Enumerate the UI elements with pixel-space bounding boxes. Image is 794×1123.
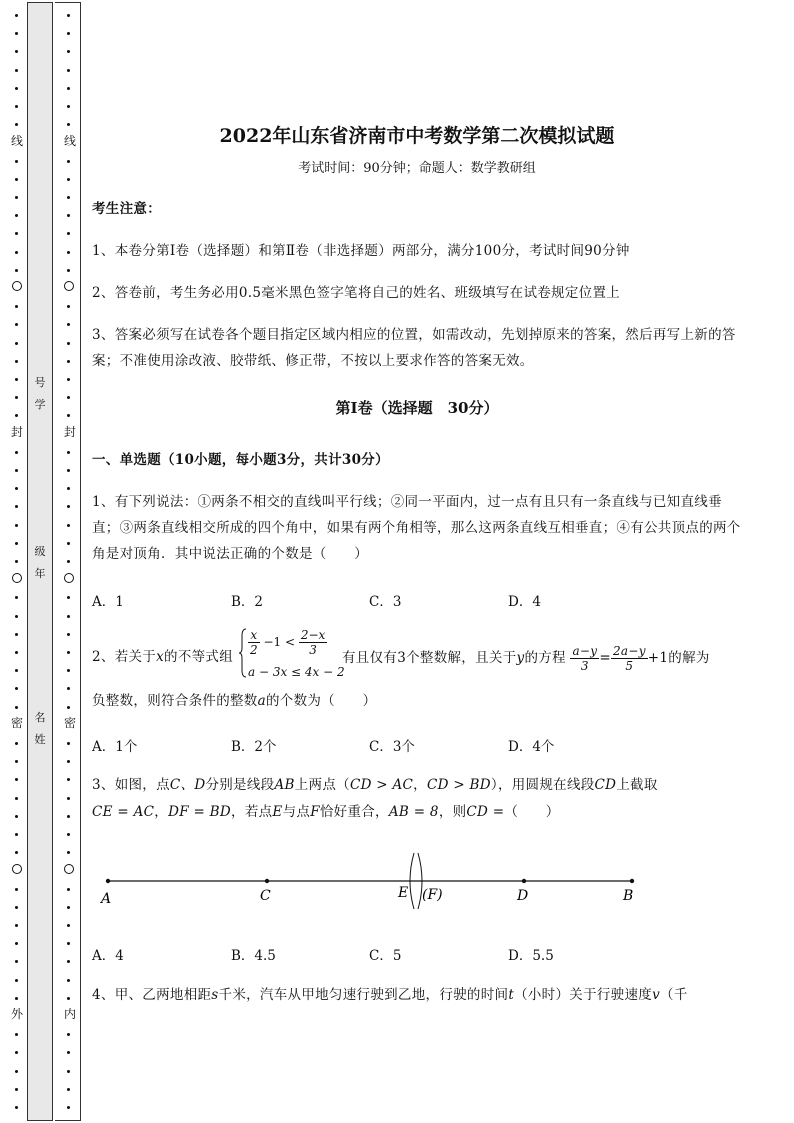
q2-lead2: 的不等式组 <box>164 649 234 665</box>
q4-d: （千 <box>660 987 688 1003</box>
ineq1-lhs-num: x <box>248 628 260 643</box>
inequality-2: a − 3x ≤ 4x − 2 <box>248 665 345 679</box>
q3-ab: AB <box>274 777 295 793</box>
margin-dot <box>67 505 70 508</box>
label-b: B <box>623 888 634 904</box>
margin-dot <box>67 378 70 381</box>
margin-dot <box>67 942 70 945</box>
margin-dot <box>67 451 70 454</box>
q3-ab-8: AB = 8 <box>388 804 439 820</box>
margin-dot <box>67 32 70 35</box>
eq-equals: = <box>599 650 611 666</box>
q3-cond2: CD > BD <box>426 777 491 793</box>
margin-dot <box>15 560 18 563</box>
margin-dot <box>67 178 70 181</box>
q2-line2a: 负整数，则符合条件的整数 <box>92 693 258 709</box>
margin-dot <box>15 1033 18 1036</box>
margin-dot <box>15 687 18 690</box>
eq-rhs-fraction <box>611 644 648 673</box>
eq-lhs-den: 3 <box>580 659 589 673</box>
segment-figure <box>92 845 652 910</box>
margin-circle-icon <box>12 864 22 874</box>
q3-l2i: （ ） <box>504 804 560 820</box>
q4-v: v <box>652 987 661 1003</box>
margin-dot <box>15 487 18 490</box>
label-c: C <box>260 888 271 904</box>
margin-dot <box>15 997 18 1000</box>
question-2-line-1-tail <box>342 644 744 673</box>
margin-dot <box>15 69 18 72</box>
margin-dot <box>67 906 70 909</box>
page-title: 2022年山东省济南市中考数学第二次模拟试题 <box>219 125 615 147</box>
margin-dot <box>67 888 70 891</box>
q3-option-c: C．5 <box>369 948 402 964</box>
outer-char-xian: 线 <box>10 134 23 148</box>
margin-dot <box>67 232 70 235</box>
margin-dot <box>67 833 70 836</box>
margin-dot <box>67 414 70 417</box>
margin-dot <box>15 851 18 854</box>
question-4-text <box>92 982 744 1008</box>
margin-circle-icon <box>64 864 74 874</box>
q4-t: t <box>508 987 515 1003</box>
margin-dot <box>67 778 70 781</box>
margin-circle-icon <box>64 573 74 583</box>
q4-a: 4、甲、乙两地相距 <box>92 987 212 1003</box>
margin-dot <box>67 760 70 763</box>
margin-dot <box>67 269 70 272</box>
eq-rhs-den: 5 <box>625 659 634 673</box>
q3-l1b: 分别是线段 <box>205 777 275 793</box>
margin-dot <box>15 160 18 163</box>
label-xue: 学 <box>34 398 46 411</box>
label-ming: 名 <box>34 711 46 724</box>
margin-dot <box>67 997 70 1000</box>
question-2-line-2 <box>92 688 744 714</box>
margin-dot <box>67 123 70 126</box>
point-d <box>522 879 526 883</box>
margin-dot <box>15 105 18 108</box>
margin-dot <box>67 596 70 599</box>
q1-option-d: D．4 <box>508 594 541 610</box>
margin-dot <box>67 797 70 800</box>
inner-char-xian: 线 <box>63 134 76 148</box>
margin-dot <box>15 196 18 199</box>
inequality-1 <box>248 628 327 657</box>
q2-var-y: y <box>516 650 525 666</box>
q3-e: E <box>272 804 283 820</box>
label-d: D <box>517 888 529 904</box>
label-e: E <box>398 885 409 901</box>
label-ji: 级 <box>34 545 46 558</box>
ineq1-rhs-den: 3 <box>309 643 317 657</box>
q4-b: 千米，汽车从甲地匀速行驶到乙地，行驶的时间 <box>218 987 509 1003</box>
margin-dot <box>67 105 70 108</box>
margin-circle-icon <box>12 281 22 291</box>
margin-dot <box>67 687 70 690</box>
margin-dot <box>15 360 18 363</box>
margin-dot <box>67 706 70 709</box>
margin-dot <box>15 505 18 508</box>
margin-dot <box>67 323 70 326</box>
q3-l2g: ，则 <box>438 804 467 820</box>
margin-dot <box>67 69 70 72</box>
inner-char-feng: 封 <box>63 425 76 439</box>
q3-cd2: CD <box>594 777 617 793</box>
point-b <box>630 879 634 883</box>
left-brace-icon <box>239 628 247 678</box>
section-title: 第I卷（选择题 30分） <box>335 399 499 417</box>
notice-item-2: 2、答卷前，考生务必用0.5毫米黑色签字笔将自己的姓名、班级填写在试卷规定位置上 <box>92 285 621 301</box>
q2-tail: 的解为 <box>668 650 710 666</box>
exam-subtitle: 考试时间：90分钟；命题人：数学教研组 <box>298 161 536 176</box>
q2-option-b: B．2个 <box>231 739 277 755</box>
part-heading: 一、单选题（10小题，每小题3分，共计30分） <box>92 452 389 468</box>
margin-dot <box>67 524 70 527</box>
margin-dot <box>15 251 18 254</box>
label-xing: 姓 <box>34 733 46 746</box>
margin-dot <box>15 232 18 235</box>
q1-option-a: A．1 <box>92 594 124 610</box>
margin-dot <box>15 323 18 326</box>
margin-dot <box>67 469 70 472</box>
ineq1-lhs-fraction <box>248 628 260 657</box>
margin-dot <box>15 888 18 891</box>
margin-dot <box>15 378 18 381</box>
question-1-text: 1、有下列说法：①两条不相交的直线叫平行线；②同一平面内，过一点有且只有一条直线与已知直线垂直；③两条直线相交所成的四个角中，如果有两个角相等，那么这两条直线互相垂直；④有公共顶点的两个角是对顶角．其中说法正确的个数是（ ） <box>92 494 741 562</box>
margin-dot <box>15 214 18 217</box>
q3-df-bd: DF = BD <box>168 804 232 820</box>
q3-option-b: B．4.5 <box>231 948 276 964</box>
eq-lhs-fraction <box>570 644 599 673</box>
ineq1-rhs-fraction <box>299 628 327 657</box>
margin-dot <box>15 87 18 90</box>
margin-dot <box>15 815 18 818</box>
inner-dotted-line <box>55 0 79 1123</box>
margin-dot <box>15 906 18 909</box>
ineq1-mid: −1 < <box>263 635 296 649</box>
margin-dot <box>67 342 70 345</box>
q3-l2d: 与点 <box>282 804 311 820</box>
q1-option-b: B．2 <box>231 594 264 610</box>
q3-sep: ， <box>154 804 169 820</box>
outer-char-feng: 封 <box>10 425 23 439</box>
outer-char-wai: 外 <box>10 1007 23 1021</box>
q2-line2b: 的个数为（ ） <box>265 693 377 709</box>
margin-dot <box>67 1106 70 1109</box>
margin-dot <box>15 14 18 17</box>
margin-dot <box>15 305 18 308</box>
margin-dot <box>67 1051 70 1054</box>
margin-dot <box>67 542 70 545</box>
margin-dot <box>67 615 70 618</box>
margin-dot <box>67 160 70 163</box>
margin-dot <box>15 396 18 399</box>
margin-dot <box>67 960 70 963</box>
binding-margin <box>0 0 90 1123</box>
margin-dot <box>67 851 70 854</box>
notice-item-1: 1、本卷分第I卷（选择题）和第Ⅱ卷（非选择题）两部分，满分100分，考试时间90分钟 <box>92 243 630 259</box>
margin-dot <box>15 742 18 745</box>
margin-dot <box>15 1070 18 1073</box>
margin-dot <box>67 396 70 399</box>
label-f: (F) <box>422 887 443 903</box>
margin-dot <box>15 596 18 599</box>
q2-option-a: A．1个 <box>92 739 138 755</box>
q3-option-d: D．5.5 <box>508 948 554 964</box>
q2-option-c: C．3个 <box>369 739 415 755</box>
q2-option-d: D．4个 <box>508 739 555 755</box>
margin-dot <box>67 633 70 636</box>
margin-dot <box>15 633 18 636</box>
margin-dot <box>67 251 70 254</box>
margin-dot <box>67 560 70 563</box>
q1-option-c: C．3 <box>369 594 402 610</box>
ineq1-rhs-num: 2−x <box>300 628 326 642</box>
margin-dot <box>67 305 70 308</box>
margin-dot <box>15 123 18 126</box>
q3-comma: ， <box>413 777 427 793</box>
margin-dot <box>15 615 18 618</box>
margin-dot <box>15 960 18 963</box>
q3-l1c: 上两点（ <box>294 777 350 793</box>
q3-l1a: 3、如图，点 <box>92 777 170 793</box>
margin-dot <box>67 1088 70 1091</box>
margin-dot <box>15 924 18 927</box>
q3-l1e: 上截取 <box>616 777 658 793</box>
margin-dot <box>15 178 18 181</box>
q2-mid2: 的方程 <box>524 650 566 666</box>
margin-circle-icon <box>12 573 22 583</box>
q3-l1d: ），用圆规在线段 <box>490 777 595 793</box>
margin-dot <box>15 979 18 982</box>
margin-dot <box>67 1033 70 1036</box>
q2-mid: 有且仅有3个整数解，且关于 <box>342 650 517 666</box>
margin-dot <box>15 542 18 545</box>
question-3-line-2 <box>92 799 744 825</box>
q3-f: F <box>310 804 320 820</box>
margin-dot <box>15 669 18 672</box>
margin-dot <box>15 524 18 527</box>
margin-circle-icon <box>64 281 74 291</box>
question-3-line-1 <box>92 772 744 798</box>
inner-char-mi: 密 <box>63 716 76 730</box>
q3-cd: C、D <box>169 777 206 793</box>
margin-dot <box>67 924 70 927</box>
notice-item-3: 3、答案必须写在试卷各个题目指定区域内相应的位置，如需改动，先划掉原来的答案，然后再写上新的答案；不准使用涂改液、胶带纸、修正带，不按以上要求作答的答案无效。 <box>92 327 736 369</box>
q3-ce-ac: CE = AC <box>92 804 155 820</box>
q4-c: （小时）关于行驶速度 <box>514 987 653 1003</box>
q3-l2c: ，若点 <box>231 804 273 820</box>
margin-dot <box>67 87 70 90</box>
margin-dot <box>15 1106 18 1109</box>
margin-dot <box>67 815 70 818</box>
notice-heading: 考生注意： <box>92 201 161 217</box>
margin-dot <box>15 942 18 945</box>
margin-dot <box>67 196 70 199</box>
margin-dot <box>67 669 70 672</box>
outer-char-mi: 密 <box>10 716 23 730</box>
q3-cond1: CD > AC <box>349 777 414 793</box>
student-info-band <box>27 2 53 1121</box>
q2-var-a: a <box>257 693 266 709</box>
margin-dot <box>15 778 18 781</box>
label-nian: 年 <box>34 567 46 580</box>
margin-dot <box>67 1070 70 1073</box>
margin-dot <box>15 50 18 53</box>
point-a <box>106 879 110 883</box>
margin-dot <box>15 342 18 345</box>
q2-lead: 2、若关于 <box>92 649 157 665</box>
eq-tail: +1 <box>647 650 669 666</box>
margin-dot <box>15 269 18 272</box>
label-hao: 号 <box>34 376 46 389</box>
margin-dot <box>15 469 18 472</box>
margin-dot <box>15 414 18 417</box>
margin-dot <box>15 651 18 654</box>
margin-dot <box>67 360 70 363</box>
margin-dot <box>67 742 70 745</box>
margin-dot <box>67 651 70 654</box>
margin-dot <box>15 451 18 454</box>
q4-s: s <box>211 987 219 1003</box>
margin-dot <box>15 1051 18 1054</box>
point-c <box>265 879 269 883</box>
label-a: A <box>101 891 112 907</box>
margin-dot <box>15 760 18 763</box>
margin-dot <box>67 50 70 53</box>
margin-dot <box>15 32 18 35</box>
q3-cd-eq: CD = <box>466 804 505 820</box>
margin-dot <box>67 214 70 217</box>
margin-dot <box>67 14 70 17</box>
eq-rhs-num: 2a−y <box>612 644 646 658</box>
ineq1-lhs-den: 2 <box>250 643 258 657</box>
q3-option-a: A．4 <box>92 948 124 964</box>
margin-dot <box>67 487 70 490</box>
margin-dot <box>15 833 18 836</box>
margin-dot <box>15 797 18 800</box>
margin-dot <box>67 979 70 982</box>
outer-dotted-line <box>6 0 28 1123</box>
q2-var-x: x <box>156 649 165 665</box>
eq-lhs-num: a−y <box>572 644 598 658</box>
q3-l2e: 恰好重合， <box>319 804 389 820</box>
margin-dot <box>15 1088 18 1091</box>
margin-dot <box>15 706 18 709</box>
inner-char-nei: 内 <box>63 1007 76 1021</box>
